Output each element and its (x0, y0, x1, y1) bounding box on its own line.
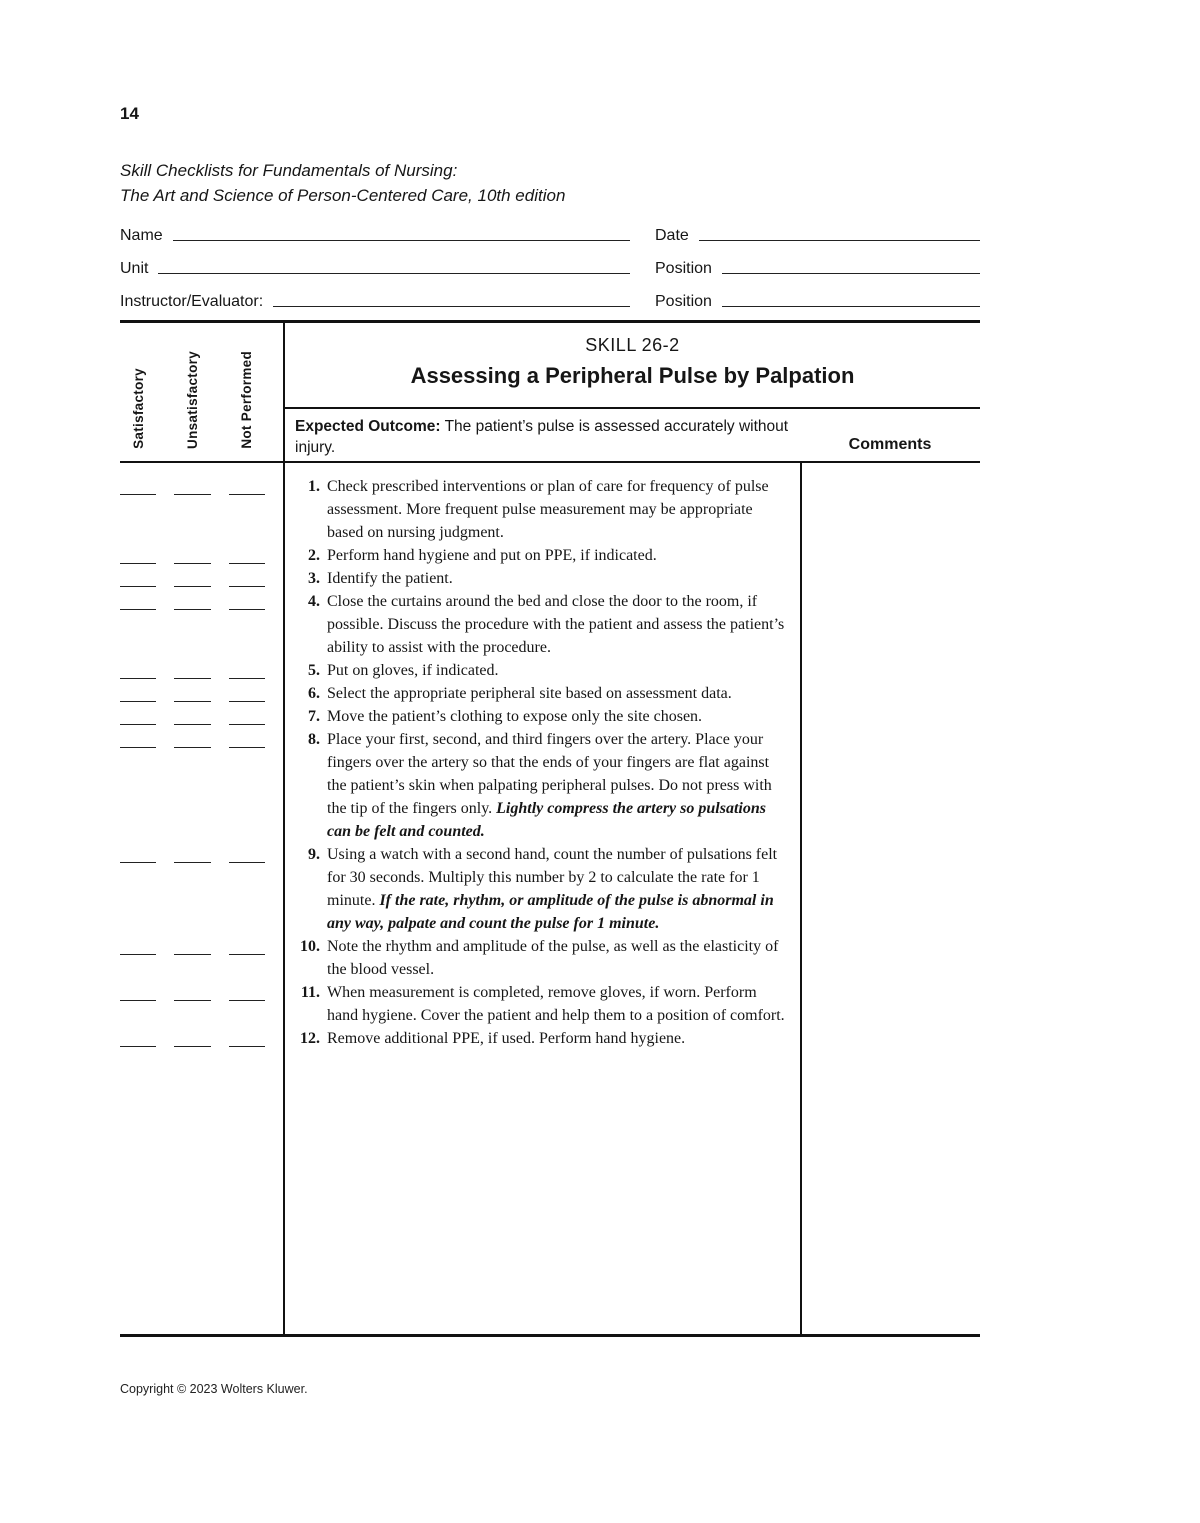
comments-cell (800, 705, 980, 728)
step-row-10 (120, 935, 980, 981)
step-row-8 (120, 728, 980, 843)
response-blanks (120, 682, 283, 705)
page-number: 14 (120, 104, 139, 123)
satisfactory-blank (120, 682, 156, 702)
satisfactory-blank (120, 705, 156, 725)
step-text: Close the curtains around the bed and close the door to the room, if possible. Discuss the procedure with the patient and assess the patient’s ability to assist with the procedure. (327, 593, 785, 656)
unsatisfactory-blank (174, 1027, 210, 1047)
unsatisfactory-column-header: Unsatisfactory (184, 351, 200, 449)
not-performed-blank (229, 659, 265, 679)
not-performed-blank (229, 705, 265, 725)
date-blank-line (699, 240, 980, 241)
response-blanks (120, 463, 283, 544)
step-row-3 (120, 567, 980, 590)
not-performed-blank (229, 682, 265, 702)
unsatisfactory-blank (174, 544, 210, 564)
comments-cell (800, 728, 980, 843)
book-title (120, 158, 565, 208)
unsatisfactory-blank (174, 728, 210, 748)
step-number: 6. (308, 685, 320, 702)
form-row-name-date (120, 212, 980, 245)
satisfactory-blank (120, 728, 156, 748)
not-performed-blank (229, 728, 265, 748)
comments-cell (800, 682, 980, 705)
satisfactory-blank (120, 659, 156, 679)
not-performed-blank (229, 475, 265, 495)
position2-blank-line (722, 306, 980, 307)
step-row-6 (120, 682, 980, 705)
instructor-label: Instructor/Evaluator: (120, 293, 264, 310)
copyright-notice: Copyright © 2023 Wolters Kluwer. (120, 1382, 308, 1396)
step-row-7 (120, 705, 980, 728)
step-body (283, 659, 800, 682)
unsatisfactory-blank (174, 682, 210, 702)
skill-title: Assessing a Peripheral Pulse by Palpation (410, 363, 855, 388)
response-blanks (120, 981, 283, 1027)
form-row-unit-position (120, 245, 980, 278)
comments-cell (800, 590, 980, 659)
step-number: 1. (308, 478, 320, 495)
unsatisfactory-blank (174, 935, 210, 955)
title-block (285, 323, 980, 409)
comments-cell (800, 544, 980, 567)
satisfactory-blank (120, 590, 156, 610)
step-text: Put on gloves, if indicated. (327, 662, 499, 679)
step-number: 4. (308, 593, 320, 610)
step-text: Identify the patient. (327, 570, 453, 587)
unsatisfactory-blank (174, 590, 210, 610)
response-blanks (120, 544, 283, 567)
satisfactory-blank (120, 935, 156, 955)
skill-checklist-table (120, 320, 980, 1337)
step-body (283, 981, 800, 1027)
step-text: Select the appropriate peripheral site based on assessment data. (327, 685, 732, 702)
unsatisfactory-blank (174, 659, 210, 679)
position-label: Position (655, 260, 712, 277)
satisfactory-blank (120, 544, 156, 564)
name-blank-line (173, 240, 630, 241)
step-number: 10. (300, 938, 320, 955)
expected-outcome-label: Expected Outcome: (295, 418, 441, 435)
step-number: 5. (308, 662, 320, 679)
response-blanks (120, 659, 283, 682)
satisfactory-column-header: Satisfactory (130, 368, 146, 449)
step-text: Using a watch with a second hand, count the number of pulsations felt for 30 seconds. Multiply this number by 2 to calculate the rate for 1 minute. If the rate, rhythm, or amplitude of the pulse is abnormal in any way, palpate and count the pulse for 1 minute. (327, 846, 778, 932)
step-body (283, 705, 800, 728)
step-text: Move the patient’s clothing to expose only the site chosen. (327, 708, 703, 725)
rating-column-headers (120, 323, 283, 461)
book-title-line2: The Art and Science of Person-Centered Care, 10th edition (120, 186, 566, 205)
step-body (283, 1027, 800, 1050)
comments-column-header: Comments (848, 436, 932, 453)
empty-step-area (283, 1050, 800, 1334)
step-row-4 (120, 590, 980, 659)
satisfactory-blank (120, 1027, 156, 1047)
response-blanks (120, 843, 283, 935)
document-page (120, 0, 980, 1523)
unsatisfactory-blank (174, 843, 210, 863)
form-row-instructor-position (120, 278, 980, 311)
step-text: Perform hand hygiene and put on PPE, if indicated. (327, 547, 657, 564)
position-blank-line (722, 273, 980, 274)
instructor-blank-line (273, 306, 630, 307)
step-row-12 (120, 1027, 980, 1050)
date-label: Date (655, 227, 689, 244)
skill-number: SKILL 26-2 (585, 335, 680, 355)
step-body (283, 935, 800, 981)
step-number: 7. (308, 708, 320, 725)
comments-cell (800, 935, 980, 981)
title-area (283, 323, 980, 461)
step-number: 8. (308, 731, 320, 748)
not-performed-blank (229, 1027, 265, 1047)
not-performed-blank (229, 981, 265, 1001)
expected-outcome (285, 409, 790, 461)
step-body (283, 463, 800, 544)
step-number: 11. (300, 984, 320, 1001)
expected-outcome-text: The patient’s pulse is assessed accurately without injury. (295, 418, 789, 456)
comments-cell (800, 463, 980, 544)
satisfactory-blank (120, 981, 156, 1001)
step-text: Remove additional PPE, if used. Perform hand hygiene. (327, 1030, 686, 1047)
checklist-header (120, 323, 980, 461)
step-text: Place your first, second, and third fingers over the artery. Place your fingers over the artery so that the ends of your fingers are flat against the patient’s skin when palpating peripheral pulses. Do not press with the tip of the fingers only. Lightly compress the artery so pulsations can be felt and counted. (327, 731, 772, 840)
step-number: 2. (308, 547, 320, 564)
empty-left-area (120, 1050, 283, 1334)
form-section (120, 212, 980, 311)
not-performed-blank (229, 935, 265, 955)
comments-cell (800, 1050, 980, 1334)
not-performed-blank (229, 590, 265, 610)
step-number: 3. (308, 570, 320, 587)
step-body (283, 567, 800, 590)
name-label: Name (120, 227, 163, 244)
step-text: When measurement is completed, remove gloves, if worn. Perform hand hygiene. Cover the patient and help them to a position of comfort. (327, 984, 785, 1024)
unsatisfactory-blank (174, 567, 210, 587)
checklist-body (120, 463, 980, 1334)
empty-space-row (120, 1050, 980, 1334)
step-row-11 (120, 981, 980, 1027)
outcome-row (285, 409, 980, 461)
step-body (283, 843, 800, 935)
unsatisfactory-blank (174, 705, 210, 725)
comments-cell (800, 843, 980, 935)
comments-cell (800, 981, 980, 1027)
response-blanks (120, 567, 283, 590)
step-row-5 (120, 659, 980, 682)
unsatisfactory-blank (174, 981, 210, 1001)
satisfactory-blank (120, 475, 156, 495)
comments-cell (800, 1027, 980, 1050)
response-blanks (120, 728, 283, 843)
not-performed-blank (229, 544, 265, 564)
book-title-line1: Skill Checklists for Fundamentals of Nursing: (120, 161, 458, 180)
not-performed-blank (229, 843, 265, 863)
step-row-1 (120, 463, 980, 544)
response-blanks (120, 935, 283, 981)
not-performed-blank (229, 567, 265, 587)
response-blanks (120, 590, 283, 659)
unsatisfactory-blank (174, 475, 210, 495)
step-body (283, 544, 800, 567)
response-blanks (120, 1027, 283, 1050)
position2-label: Position (655, 293, 712, 310)
not-performed-column-header: Not Performed (239, 351, 255, 449)
step-text: Check prescribed interventions or plan of care for frequency of pulse assessment. More frequent pulse measurement may be appropriate based on nursing judgment. (327, 478, 769, 541)
satisfactory-blank (120, 843, 156, 863)
step-row-9 (120, 843, 980, 935)
step-number: 12. (300, 1030, 320, 1047)
comments-cell (800, 567, 980, 590)
step-number: 9. (308, 846, 320, 863)
step-body (283, 590, 800, 659)
unit-blank-line (158, 273, 630, 274)
step-text: Note the rhythm and amplitude of the pulse, as well as the elasticity of the blood vessel. (327, 938, 779, 978)
comments-cell (800, 659, 980, 682)
unit-label: Unit (120, 260, 149, 277)
step-body (283, 728, 800, 843)
step-body (283, 682, 800, 705)
satisfactory-blank (120, 567, 156, 587)
step-row-2 (120, 544, 980, 567)
response-blanks (120, 705, 283, 728)
